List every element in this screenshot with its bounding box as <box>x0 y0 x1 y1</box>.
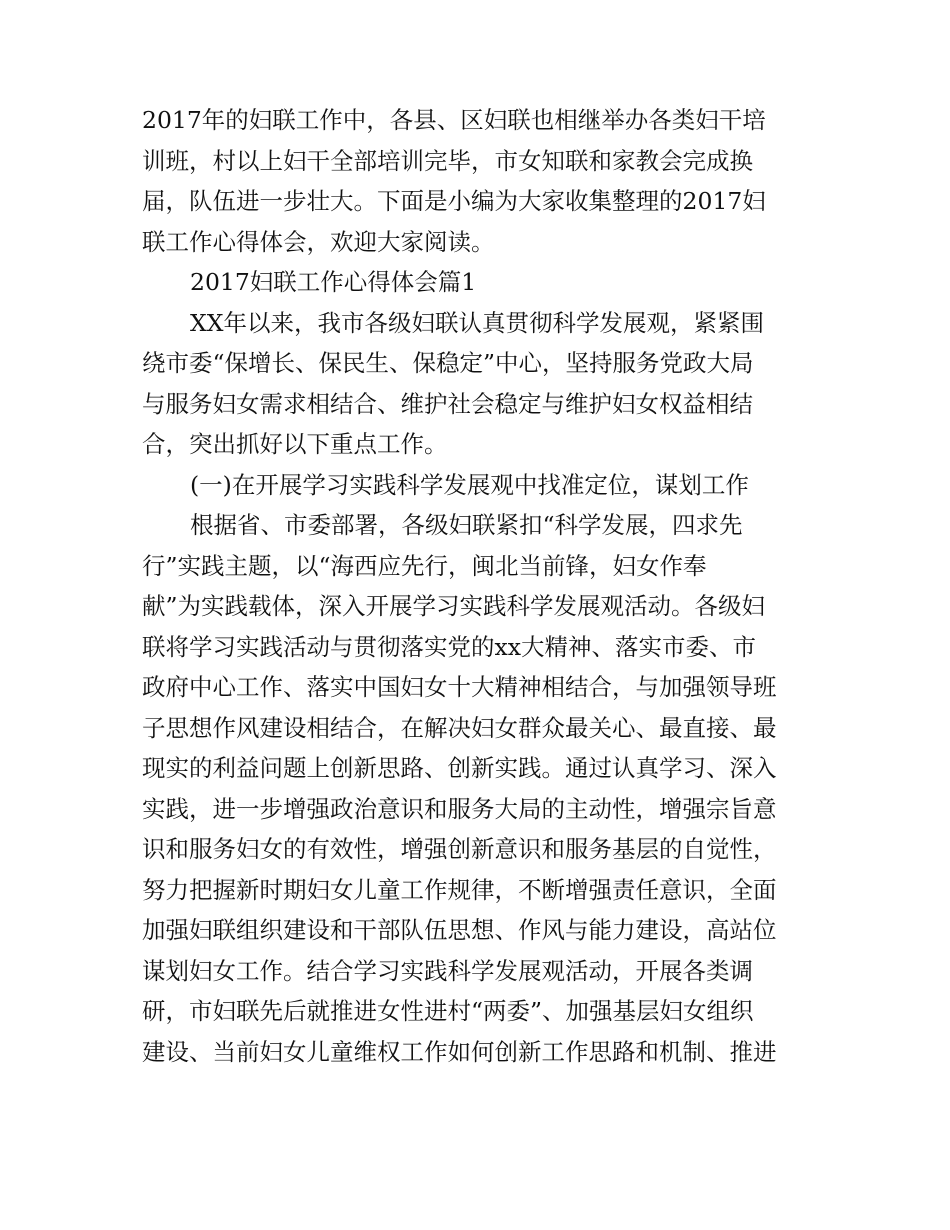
text-line: 合，突出抓好以下重点工作。 <box>142 430 448 458</box>
text-line: 2017年的妇联工作中，各县、区妇联也相继举办各类妇干培 <box>142 106 766 134</box>
document-body <box>142 100 812 1072</box>
text-line: 政府中心工作、落实中国妇女十大精神相结合，与加强领导班 <box>142 673 777 701</box>
text-line: 联将学习实践活动与贯彻落实党的xx大精神、落实市委、市 <box>142 632 757 661</box>
text-line: 献”为实践载体，深入开展学习实践科学发展观活动。各级妇 <box>142 592 766 620</box>
text-line: 训班，村以上妇干全部培训完毕，市女知联和家教会完成换 <box>142 146 753 175</box>
text-line: 2017妇联工作心得体会篇1 <box>190 268 477 296</box>
text-line: 努力把握新时期妇女儿童工作规律，不断增强责任意识，全面 <box>142 875 777 904</box>
text-line: 根据省、市委部署，各级妇联紧扣“科学发展，四求先 <box>190 511 743 539</box>
text-line: (一)在开展学习实践科学发展观中找准定位，谋划工作 <box>190 470 749 499</box>
text-line: 建设、当前妇女儿童维权工作如何创新工作思路和机制、推进 <box>142 1037 777 1066</box>
text-line: 联工作心得体会，欢迎大家阅读。 <box>142 227 495 256</box>
text-line: 实践，进一步增强政治意识和服务大局的主动性，增强宗旨意 <box>142 794 777 823</box>
text-line: 届，队伍进一步壮大。下面是小编为大家收集整理的2017妇 <box>142 187 766 215</box>
text-line: 子思想作风建设相结合，在解决妇女群众最关心、最直接、最 <box>142 713 777 742</box>
text-line: 研，市妇联先后就推进女性进村“两委”、加强基层妇女组织 <box>142 997 754 1025</box>
text-line: 与服务妇女需求相结合、维护社会稳定与维护妇女权益相结 <box>142 389 753 418</box>
text-line: 现实的利益问题上创新思路、创新实践。通过认真学习、深入 <box>142 754 777 782</box>
text-line: 谋划妇女工作。结合学习实践科学发展观活动，开展各类调 <box>142 956 753 985</box>
text-line: 绕市委“保增长、保民生、保稳定”中心，坚持服务党政大局 <box>142 349 754 377</box>
text-line: 加强妇联组织建设和干部队伍思想、作风与能力建设，高站位 <box>142 916 777 944</box>
text-line: XX年以来，我市各级妇联认真贯彻科学发展观，紧紧围 <box>190 308 764 337</box>
text-line: 行”实践主题，以“海西应先行，闽北当前锋，妇女作奉 <box>142 551 707 580</box>
text-line: 识和服务妇女的有效性，增强创新意识和服务基层的自觉性， <box>142 835 777 863</box>
